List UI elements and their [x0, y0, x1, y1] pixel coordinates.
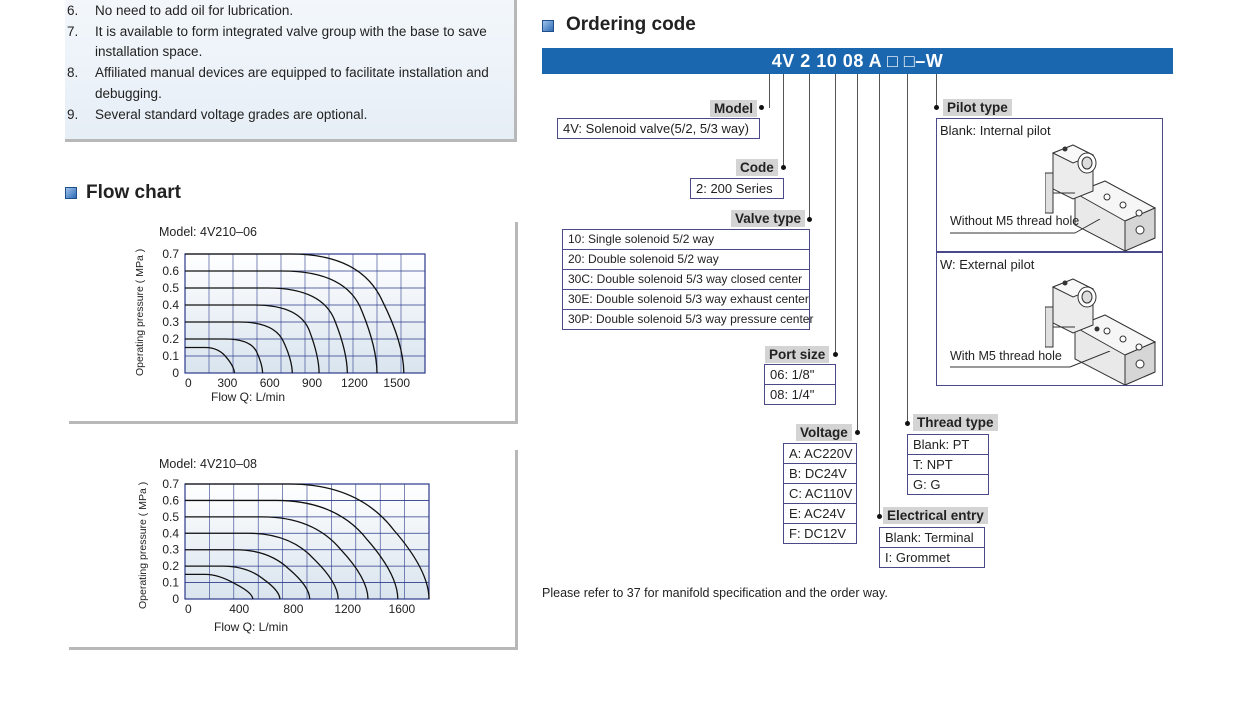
y-tick-label: 0.1	[162, 575, 179, 590]
valve-type-row: 30C: Double solenoid 5/3 way closed center	[563, 269, 809, 289]
thread-type-table	[907, 434, 989, 495]
x-tick-label: 1600	[388, 602, 416, 616]
voltage-label: Voltage	[796, 424, 852, 441]
connector-port	[835, 74, 836, 354]
model-label: Model	[710, 100, 757, 117]
model-table	[557, 118, 760, 139]
voltage-dot	[855, 430, 860, 435]
port-size-dot	[833, 352, 838, 357]
valve-type-table	[562, 229, 814, 330]
pilot-external-title: W: External pilot	[940, 257, 1035, 272]
code-label: Code	[736, 159, 778, 176]
valve-type-row: 10: Single solenoid 5/2 way	[568, 232, 715, 246]
chart2-svg	[130, 472, 460, 642]
valve-type-row: 30E: Double solenoid 5/3 way exhaust center	[563, 289, 809, 309]
port-size-label: Port size	[765, 346, 829, 363]
pilot-internal-title: Blank: Internal pilot	[940, 123, 1051, 138]
chart2-title: Model: 4V210–08	[159, 457, 257, 471]
connector-model	[769, 74, 770, 108]
x-tick-label: 800	[283, 602, 304, 616]
valve-type-label: Valve type	[731, 210, 805, 227]
y-tick-label: 0.4	[162, 298, 179, 312]
valve-type-dot	[807, 217, 812, 222]
feature-item: 8. Affiliated manual devices are equipped to facilitate installation and debugging.	[67, 65, 489, 101]
y-tick-label: 0.2	[162, 559, 179, 574]
manifold-note: Please refer to 37 for manifold specification and the order way.	[542, 586, 888, 600]
electrical-entry-table	[879, 527, 985, 568]
chart1-xlabel: Flow Q: L/min	[211, 390, 286, 404]
voltage-row: E: AC24V	[784, 503, 856, 523]
pilot-internal-hole-label: Without M5 thread hole	[950, 214, 1080, 228]
feature-item: 9. Several standard voltage grades are optional.	[67, 106, 368, 122]
y-tick-label: 0	[172, 592, 179, 606]
chart1-svg	[130, 240, 460, 410]
x-tick-label: 400	[229, 602, 250, 616]
voltage-row: C: AC110V	[784, 483, 856, 503]
ordering-code-heading: Ordering code	[566, 14, 696, 35]
x-tick-label: 1200	[341, 376, 368, 390]
valve-type-row: 20: Double solenoid 5/2 way	[563, 249, 809, 269]
pilot-type-dot	[934, 105, 939, 110]
chart1-ylabel: Operating pressure ( MPa )	[134, 248, 146, 376]
x-tick-label: 900	[302, 376, 323, 390]
y-tick-label: 0.7	[162, 477, 179, 491]
features-list	[67, 1, 501, 125]
pilot-internal-panel	[936, 118, 1163, 252]
y-tick-label: 0.4	[162, 526, 179, 541]
connector-pilot	[936, 74, 937, 108]
x-tick-label: 300	[217, 376, 238, 390]
leader-line	[950, 219, 1150, 239]
flow-chart-heading: Flow chart	[86, 182, 182, 203]
y-tick-label: 0.2	[162, 332, 179, 346]
pilot-external-panel	[936, 252, 1163, 386]
y-tick-label: 0.3	[162, 315, 179, 329]
leader-line	[950, 351, 1150, 371]
y-tick-label: 0.6	[162, 264, 179, 278]
chart2-xlabel: Flow Q: L/min	[214, 620, 289, 634]
voltage-row: A: AC220V	[789, 446, 853, 461]
features-panel	[65, 0, 517, 142]
electrical-entry-row: I: Grommet	[880, 547, 984, 567]
section-bullet-icon	[65, 187, 77, 199]
y-tick-label: 0.7	[162, 247, 179, 261]
thread-type-row: T: NPT	[908, 454, 988, 474]
y-tick-label: 0.3	[162, 542, 179, 557]
chart1-title: Model: 4V210–06	[159, 225, 257, 239]
voltage-table	[783, 443, 857, 544]
pilot-external-hole-label: With M5 thread hole	[950, 349, 1062, 363]
port-size-row: 06: 1/8"	[770, 367, 815, 382]
feature-item: 7. It is available to form integrated valve group with the base to save installation space.	[67, 23, 487, 60]
voltage-row: F: DC12V	[784, 523, 856, 543]
thread-type-row: G: G	[908, 474, 988, 494]
voltage-row: B: DC24V	[784, 463, 856, 483]
port-size-table	[764, 364, 836, 405]
x-tick-label: 600	[259, 376, 280, 390]
connector-electrical	[879, 74, 880, 516]
thread-type-row: Blank: PT	[913, 437, 970, 452]
pilot-type-label: Pilot type	[943, 99, 1012, 116]
thread-type-label: Thread type	[913, 414, 998, 431]
section-bullet-icon	[542, 20, 554, 32]
electrical-entry-row: Blank: Terminal	[885, 530, 974, 545]
x-tick-label: 0	[185, 376, 192, 390]
feature-item: 6. No need to add oil for lubrication.	[67, 3, 294, 18]
model-dot	[759, 105, 764, 110]
connector-thread	[907, 74, 908, 423]
x-tick-label: 1200	[334, 602, 362, 616]
order-code-bar: 4V 2 10 08 A □ □–W	[542, 48, 1173, 74]
connector-code	[783, 74, 784, 168]
code-dot	[781, 165, 786, 170]
electrical-entry-label: Electrical entry	[883, 507, 988, 524]
y-tick-label: 0.6	[162, 493, 179, 508]
port-size-row: 08: 1/4"	[765, 384, 835, 404]
valve-type-row: 30P: Double solenoid 5/3 way pressure center	[563, 309, 809, 329]
connector-valve	[809, 74, 810, 219]
chart2-ylabel: Operating pressure ( MPa )	[137, 481, 149, 609]
electrical-entry-dot	[877, 514, 882, 519]
y-tick-label: 0.1	[162, 349, 179, 363]
y-tick-label: 0.5	[162, 281, 179, 295]
code-row: 2: 200 Series	[696, 181, 773, 196]
y-tick-label: 0	[172, 366, 179, 380]
model-row: 4V: Solenoid valve(5/2, 5/3 way)	[563, 121, 749, 136]
x-tick-label: 0	[185, 602, 192, 616]
connector-voltage	[857, 74, 858, 432]
code-table	[690, 178, 784, 199]
y-tick-label: 0.5	[162, 509, 179, 524]
thread-type-dot	[905, 421, 910, 426]
x-tick-label: 1500	[383, 376, 411, 390]
